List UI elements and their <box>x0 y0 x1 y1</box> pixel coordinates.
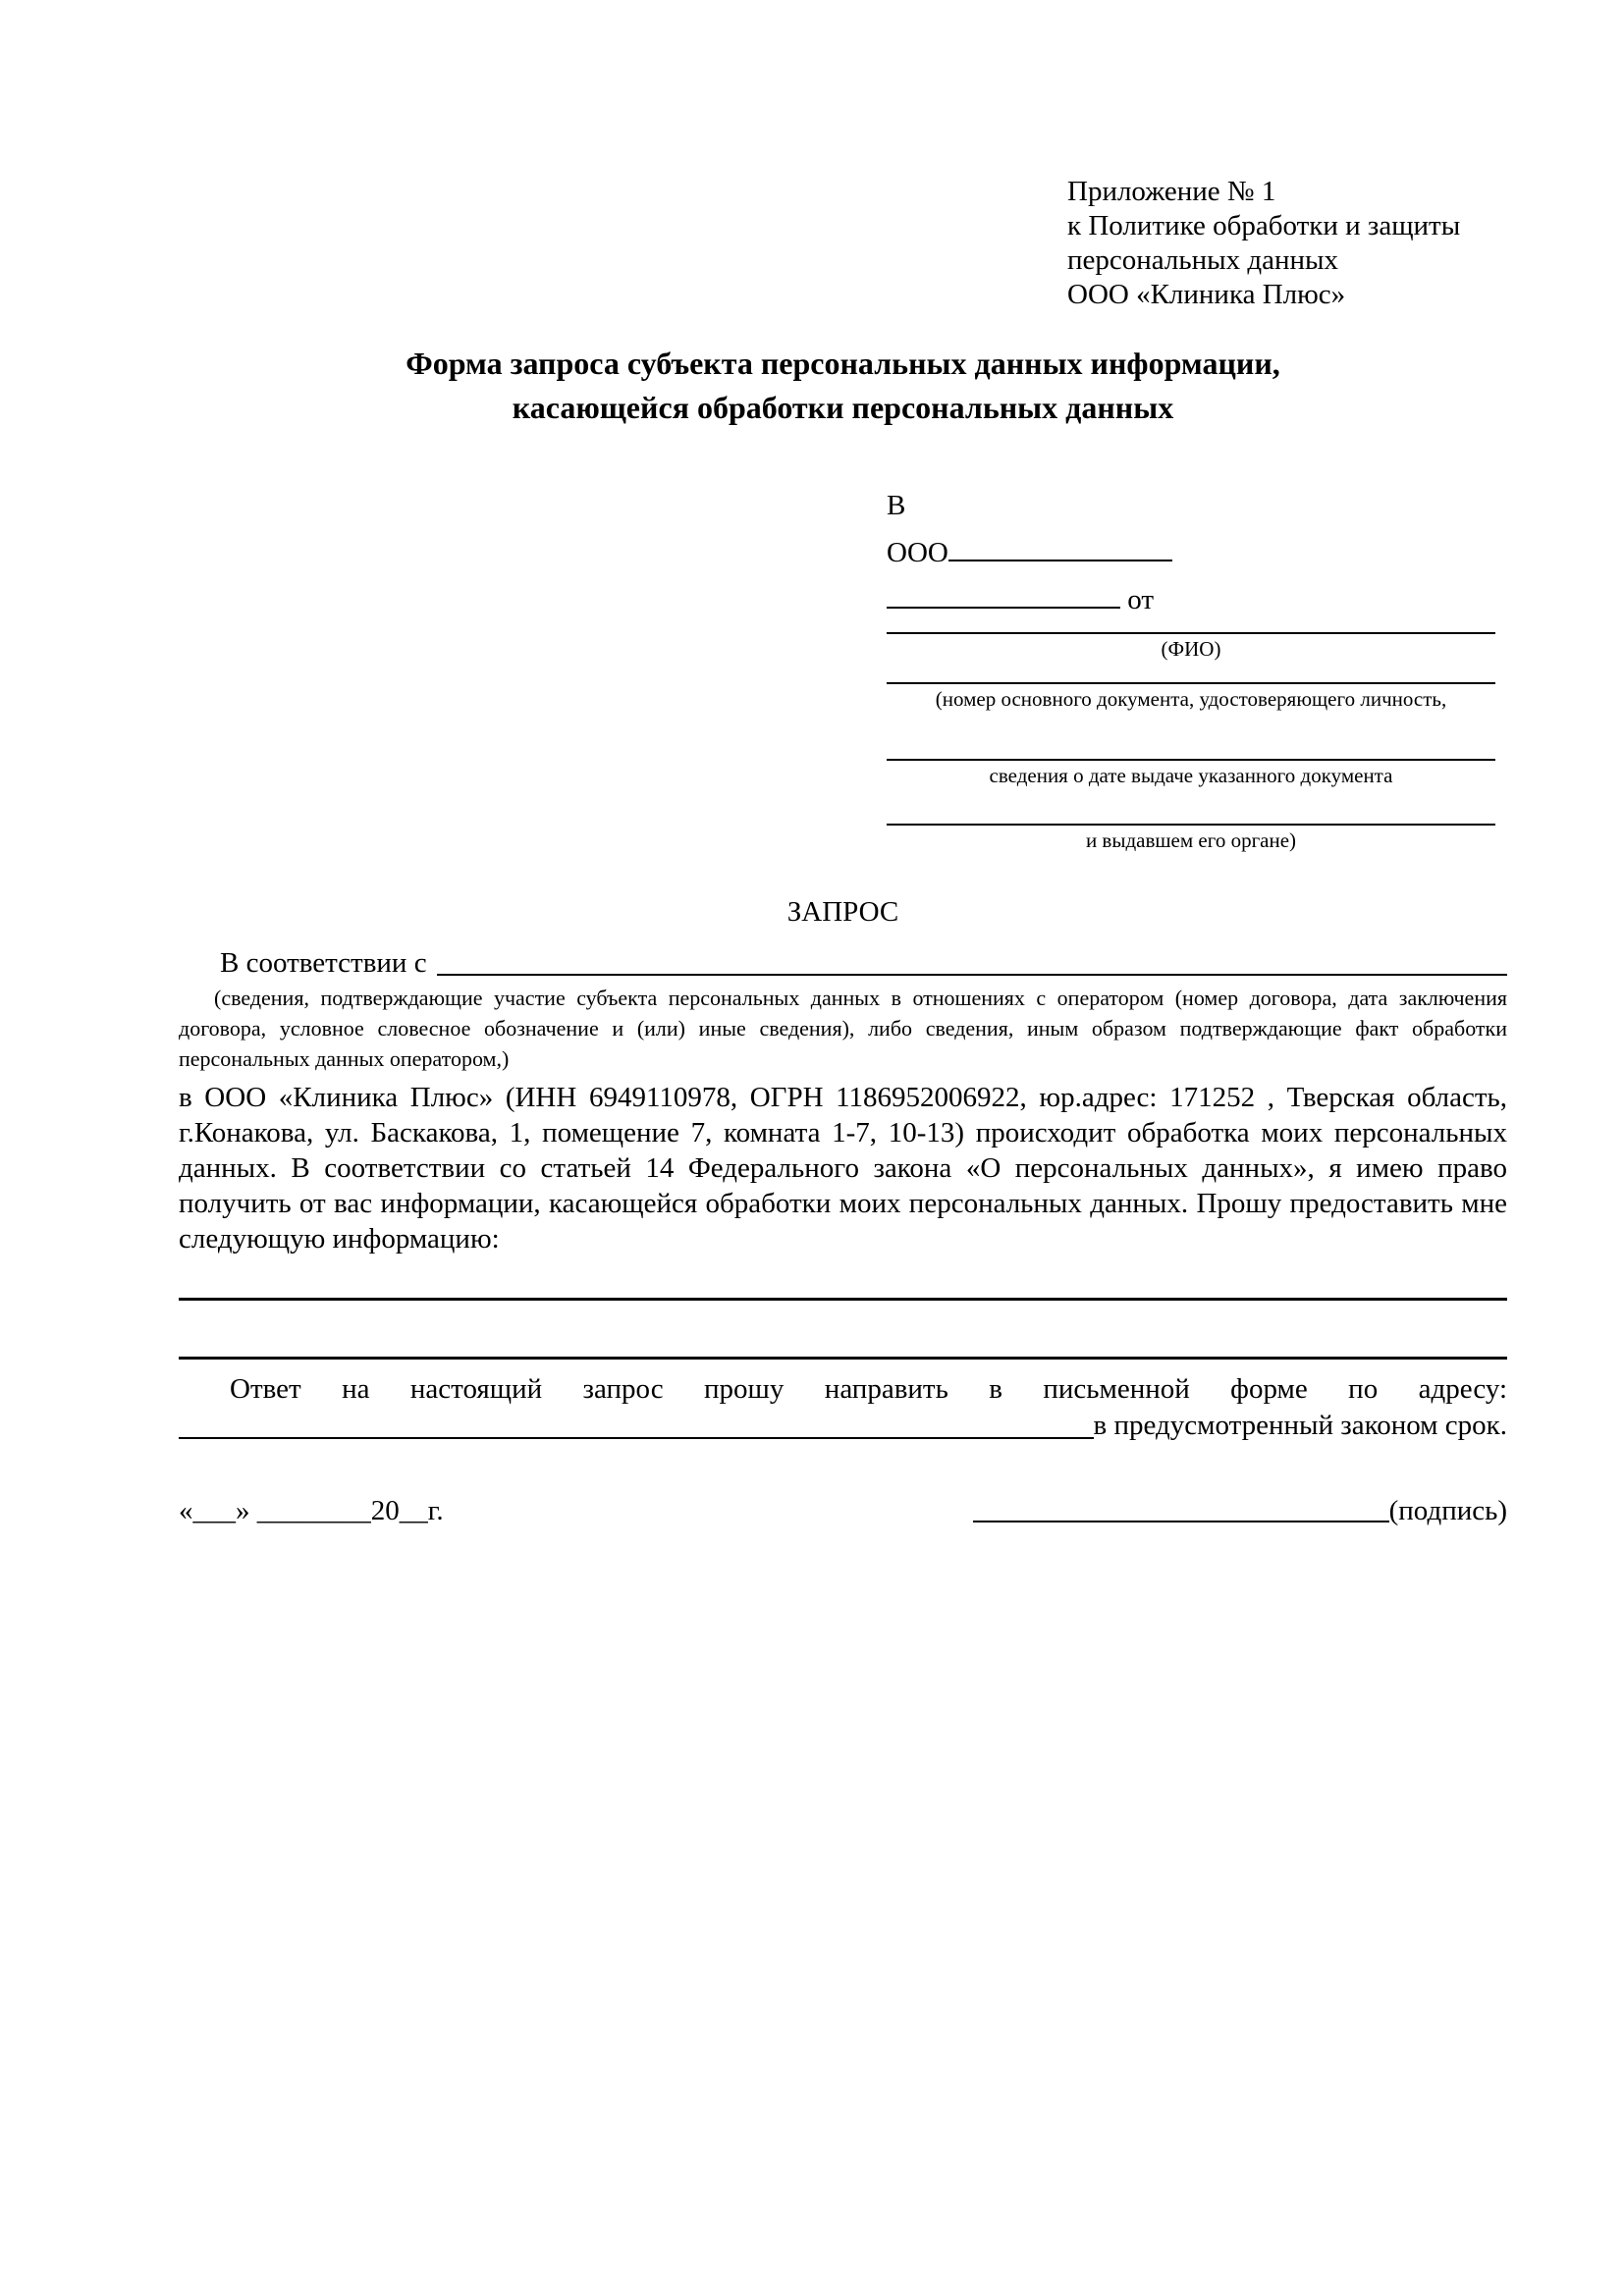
doc-number-caption: (номер основного документа, удостоверяющего личность, <box>935 687 1447 711</box>
signature-caption: (подпись) <box>1388 1495 1507 1526</box>
response-suffix: в предусмотренный законом срок. <box>1093 1410 1507 1441</box>
addressee-from-label: от <box>1127 584 1155 615</box>
response-address-row <box>179 1408 1507 1444</box>
issuer-blank-line <box>887 790 1495 826</box>
fio-blank-line <box>887 622 1495 634</box>
addressee-org-label: ООО <box>887 537 948 568</box>
appendix-note <box>1067 175 1507 312</box>
org-name-blank <box>948 528 1172 561</box>
addressee-org-row <box>887 528 1495 575</box>
addressee-block <box>887 484 1495 855</box>
response-text: Ответ на настоящий запрос прошу направить в письменной форме по адресу: <box>230 1373 1507 1405</box>
issue-date-blank-line <box>887 714 1495 761</box>
basis-note: (сведения, подтверждающие участие субъекта персональных данных в отношениях с оператором (номер договора, дата заключения договора, условное словесное обозначение и (или) иные сведения), либо сведения, иным образом подтверждающие факт обработки персональных данных оператором,) <box>179 986 1507 1071</box>
document-title-line1: Форма запроса субъекта персональных данных информации, <box>406 346 1280 381</box>
issue-date-caption: сведения о дате выдаче указанного документа <box>989 764 1393 787</box>
signature-group <box>973 1493 1507 1528</box>
document-title-line2: касающейся обработки персональных данных <box>512 390 1174 425</box>
address-blank-line <box>179 1437 1094 1439</box>
accordance-blank-line <box>437 974 1507 976</box>
issuer-caption: и выдавшем его органе) <box>1085 828 1297 852</box>
signature-line <box>973 1521 1389 1522</box>
request-body-paragraph: в ООО «Клиника Плюс» (ИНН 6949110978, ОГРН 1186952006922, юр.адрес: 171252 , Тверская область, г.Конакова, ул. Баскакова, 1, помещение 7, комната 1-7, 10-13) происходит обработка моих персональных данных. В соответствии со статьей 14 Федерального закона «О персональных данных», я имею право получить от вас информации, касающейся обработки моих персональных данных. Прошу предоставить мне следующую информацию: <box>179 1082 1507 1255</box>
accordance-label: В соответствии с <box>220 947 427 979</box>
request-heading: ЗАПРОС <box>786 896 899 928</box>
date-signature-row <box>179 1493 1507 1528</box>
fio-caption: (ФИО) <box>1161 637 1221 661</box>
appendix-note-line: ООО «Клиника Плюс» <box>1067 279 1346 310</box>
document-title <box>179 342 1507 430</box>
info-blank-line-2 <box>179 1357 1507 1360</box>
addressee-to-row <box>887 484 1495 528</box>
doc-number-blank-line <box>887 664 1495 684</box>
org-name-blank-2 <box>887 575 1120 609</box>
date-field: «___» ________20__г. <box>179 1495 444 1526</box>
info-blank-line-1 <box>179 1298 1507 1301</box>
accordance-row <box>179 945 1507 981</box>
appendix-note-line: к Политике обработки и защиты <box>1067 210 1461 241</box>
addressee-to-label: В <box>887 490 906 521</box>
appendix-note-line: персональных данных <box>1067 244 1339 276</box>
appendix-note-line: Приложение № 1 <box>1067 176 1276 207</box>
addressee-from-row <box>887 575 1495 622</box>
